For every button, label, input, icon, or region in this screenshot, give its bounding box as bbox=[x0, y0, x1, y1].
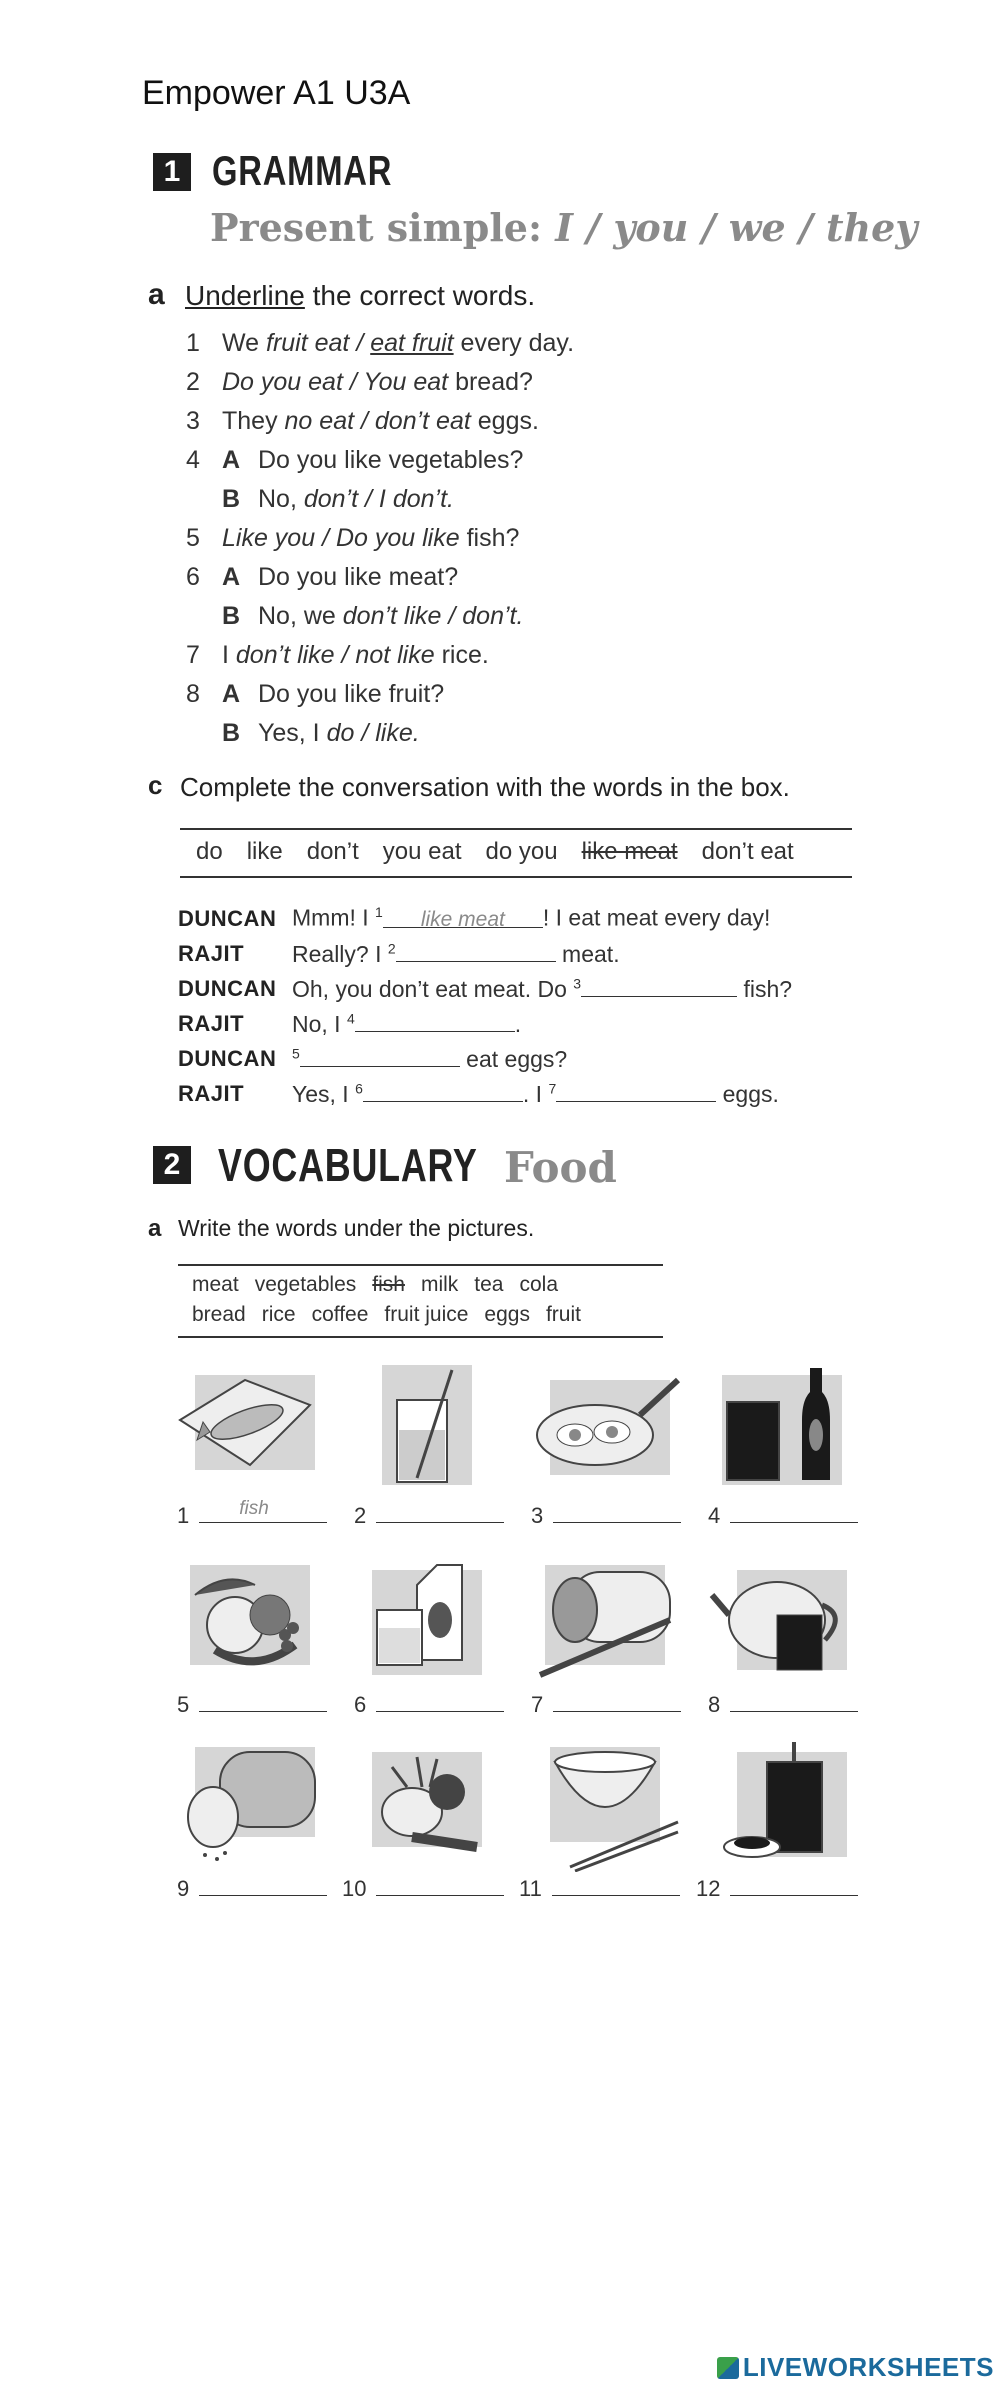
liveworksheets-logo bbox=[717, 2352, 994, 2383]
picture-label-7 bbox=[531, 1692, 681, 1718]
option[interactable]: don’t like bbox=[235, 641, 335, 669]
exercise-letter-a: a bbox=[148, 278, 165, 311]
answer-blank[interactable] bbox=[376, 1504, 504, 1523]
conversation-line-4 bbox=[292, 1009, 521, 1038]
item-text: No, we bbox=[258, 602, 343, 630]
vocab-box-bottom-rule bbox=[178, 1336, 663, 1338]
picture-label-3 bbox=[531, 1503, 681, 1529]
option-separator: / bbox=[354, 719, 376, 747]
answer-blank-2[interactable] bbox=[396, 939, 556, 962]
vocab-box-top-rule bbox=[178, 1264, 663, 1266]
exercise-letter-c: c bbox=[148, 770, 163, 800]
section-number-badge: 2 bbox=[153, 1146, 191, 1184]
picture-number: 12 bbox=[696, 1876, 721, 1901]
bread-picture bbox=[175, 1737, 325, 1872]
item-number: 8 bbox=[186, 680, 200, 708]
line-text: . bbox=[514, 1011, 522, 1037]
vocab-letter-a: a bbox=[148, 1215, 162, 1242]
vocab-word-crossed: fish bbox=[372, 1273, 405, 1296]
line-text: ! I eat meat every day! bbox=[542, 904, 771, 931]
item-number: 5 bbox=[186, 524, 200, 552]
line-text: No, I bbox=[292, 1011, 347, 1037]
vocab-word: fruit bbox=[545, 1303, 581, 1326]
speaker-rajit: RAJIT bbox=[178, 941, 245, 966]
logo-text: LIVEWORKSHEETS bbox=[742, 2352, 994, 2382]
box-word: don’t bbox=[306, 838, 359, 865]
vocab-box-row2 bbox=[192, 1303, 597, 1327]
option[interactable]: Like you bbox=[222, 524, 316, 552]
question-item-8a bbox=[186, 680, 444, 709]
instruction-underlined: Underline bbox=[185, 280, 305, 311]
item-text: Do you like fruit? bbox=[258, 680, 445, 708]
answer-blank-4[interactable] bbox=[355, 1009, 515, 1032]
gap-number: 3 bbox=[573, 975, 582, 992]
item-text: fish? bbox=[459, 524, 520, 552]
question-item-6a bbox=[186, 563, 458, 592]
line-text: Mmm! I bbox=[292, 904, 376, 931]
line-text: fish? bbox=[737, 976, 793, 1002]
item-number: 6 bbox=[186, 563, 200, 591]
box-word-crossed: like meat bbox=[581, 838, 678, 865]
item-text: bread? bbox=[448, 368, 533, 396]
milk-glass-picture bbox=[352, 1360, 502, 1495]
option[interactable]: Do you like bbox=[335, 524, 460, 552]
line-text: Oh, you don’t eat meat. Do bbox=[292, 976, 574, 1002]
speaker-label: B bbox=[222, 602, 241, 630]
picture-label-10 bbox=[342, 1876, 504, 1902]
fruit-picture bbox=[175, 1550, 325, 1685]
item-text: They bbox=[222, 407, 285, 435]
item-text: No, bbox=[258, 485, 304, 513]
conversation-line-2 bbox=[292, 939, 620, 968]
word-box-bottom-rule bbox=[180, 876, 852, 878]
gap-number: 7 bbox=[548, 1080, 557, 1097]
fish-picture bbox=[175, 1360, 325, 1495]
option[interactable]: don’t eat bbox=[374, 407, 471, 435]
conversation-line-5 bbox=[292, 1044, 567, 1073]
box-word: don’t eat bbox=[701, 838, 794, 865]
gap-number: 1 bbox=[375, 904, 383, 920]
picture-number: 11 bbox=[519, 1876, 542, 1901]
picture-label-8 bbox=[708, 1692, 858, 1718]
answer-blank[interactable] bbox=[730, 1693, 858, 1712]
gap-number: 5 bbox=[292, 1045, 300, 1062]
picture-label-2 bbox=[354, 1503, 504, 1529]
item-text: Do you like meat? bbox=[258, 563, 459, 591]
vocab-word: rice bbox=[261, 1303, 296, 1326]
question-item-3 bbox=[186, 407, 539, 436]
answer-handwritten: fish bbox=[239, 1498, 269, 1519]
instruction-rest: the correct words. bbox=[304, 280, 536, 311]
cola-picture bbox=[707, 1360, 857, 1495]
vocab-word: eggs bbox=[484, 1303, 530, 1326]
vocab-word: tea bbox=[474, 1273, 504, 1296]
conversation-line-1 bbox=[292, 904, 770, 932]
answer-blank-6[interactable] bbox=[363, 1079, 523, 1102]
picture-label-12 bbox=[696, 1876, 858, 1902]
picture-number: 5 bbox=[177, 1692, 190, 1717]
item-text: Yes, I bbox=[258, 719, 327, 747]
option-separator: / bbox=[349, 329, 371, 357]
picture-label-1 bbox=[177, 1498, 327, 1529]
speaker-label: A bbox=[222, 563, 241, 591]
question-item-8b bbox=[186, 719, 420, 748]
question-item-4b bbox=[186, 485, 454, 514]
picture-label-9 bbox=[177, 1876, 327, 1902]
section-subheading bbox=[210, 205, 917, 250]
document-title: Empower A1 U3A bbox=[142, 74, 411, 112]
word-box-top-rule bbox=[180, 828, 852, 830]
question-item-7 bbox=[186, 641, 489, 670]
option-separator: / bbox=[315, 524, 336, 552]
picture-label-6 bbox=[354, 1692, 504, 1718]
picture-number: 1 bbox=[177, 1503, 190, 1528]
question-item-1 bbox=[186, 329, 574, 358]
answer-blank[interactable] bbox=[376, 1693, 504, 1712]
option[interactable]: like. bbox=[375, 719, 420, 747]
coffee-pot-picture bbox=[707, 1737, 857, 1872]
option[interactable]: don’t like bbox=[342, 602, 442, 630]
gap-number: 4 bbox=[346, 1010, 355, 1027]
answer-blank[interactable] bbox=[376, 1877, 504, 1896]
answer-blank-5[interactable] bbox=[300, 1044, 460, 1067]
exercise-c-instruction: Complete the conversation with the words in the box. bbox=[180, 772, 790, 802]
option[interactable]: fruit eat bbox=[266, 329, 350, 357]
picture-label-11 bbox=[519, 1876, 680, 1902]
subheading-italic: I / you / we / they bbox=[555, 205, 918, 250]
item-number: 2 bbox=[186, 368, 200, 396]
box-word: do bbox=[196, 838, 223, 865]
box-word: like bbox=[246, 838, 283, 865]
exercise-a-instruction bbox=[185, 280, 535, 312]
vocab-instruction: Write the words under the pictures. bbox=[178, 1215, 535, 1241]
speaker-rajit: RAJIT bbox=[178, 1011, 245, 1036]
picture-number: 2 bbox=[354, 1503, 367, 1528]
box-word: you eat bbox=[382, 838, 462, 865]
item-number: 4 bbox=[186, 446, 200, 474]
item-text: We bbox=[222, 329, 266, 357]
subheading-roman: Present simple: bbox=[210, 205, 556, 250]
question-item-6b bbox=[186, 602, 523, 631]
item-text: rice. bbox=[434, 641, 489, 669]
option-separator: / bbox=[342, 368, 364, 396]
speaker-duncan: DUNCAN bbox=[178, 976, 277, 1001]
option[interactable]: don’t. bbox=[462, 602, 524, 630]
answer-blank[interactable] bbox=[199, 1693, 327, 1712]
option-separator: / bbox=[334, 641, 356, 669]
vocab-word: cola bbox=[519, 1273, 559, 1296]
section-number-badge: 1 bbox=[153, 153, 191, 191]
vocab-word: meat bbox=[192, 1273, 239, 1296]
vocab-box-row1 bbox=[192, 1273, 574, 1297]
line-text: meat. bbox=[555, 941, 620, 967]
line-text: eat eggs? bbox=[459, 1046, 568, 1072]
picture-number: 6 bbox=[354, 1692, 367, 1717]
vocab-word: vegetables bbox=[254, 1273, 357, 1296]
speaker-rajit: RAJIT bbox=[178, 1081, 245, 1106]
speaker-duncan: DUNCAN bbox=[178, 1046, 277, 1071]
item-text: eggs. bbox=[470, 407, 539, 435]
item-text: I bbox=[222, 641, 236, 669]
speaker-label: A bbox=[222, 446, 241, 474]
box-word: do you bbox=[485, 838, 558, 865]
picture-label-5 bbox=[177, 1692, 327, 1718]
option[interactable]: I don’t. bbox=[378, 485, 454, 513]
answer-blank-3[interactable] bbox=[581, 974, 737, 997]
section-heading-vocabulary: VOCABULARY bbox=[218, 1139, 478, 1191]
answer-blank-1[interactable] bbox=[383, 905, 543, 931]
conversation-line-3 bbox=[292, 974, 792, 1003]
speaker-label: A bbox=[222, 680, 241, 708]
option-separator: / bbox=[354, 407, 375, 435]
item-number: 1 bbox=[186, 329, 200, 357]
speaker-label: B bbox=[222, 719, 241, 747]
section-subheading-food: Food bbox=[504, 1143, 617, 1192]
answer-handwritten: like meat bbox=[420, 907, 505, 931]
vegetables-picture bbox=[352, 1737, 502, 1872]
gap-number: 6 bbox=[355, 1080, 363, 1097]
picture-number: 8 bbox=[708, 1692, 721, 1717]
vocab-word: bread bbox=[192, 1303, 246, 1326]
vocab-word: fruit juice bbox=[384, 1303, 469, 1326]
line-text: Yes, I bbox=[292, 1081, 356, 1107]
item-text: every day. bbox=[453, 329, 575, 357]
item-number: 7 bbox=[186, 641, 200, 669]
picture-number: 10 bbox=[342, 1876, 367, 1901]
item-text: Do you like vegetables? bbox=[258, 446, 524, 474]
line-text: . I bbox=[522, 1081, 549, 1107]
speaker-label: B bbox=[222, 485, 241, 513]
speaker-duncan: DUNCAN bbox=[178, 906, 277, 931]
option[interactable]: no eat bbox=[284, 407, 355, 435]
option-separator: / bbox=[358, 485, 379, 513]
section-heading-grammar: GRAMMAR bbox=[212, 147, 393, 194]
option[interactable]: You eat bbox=[363, 368, 449, 396]
word-box bbox=[196, 838, 818, 866]
item-number: 3 bbox=[186, 407, 200, 435]
question-item-5 bbox=[186, 524, 519, 553]
answer-blank-7[interactable] bbox=[556, 1079, 716, 1102]
option[interactable]: don’t bbox=[303, 485, 359, 513]
milk-carton-picture bbox=[352, 1550, 502, 1685]
option-separator: / bbox=[441, 602, 463, 630]
answer-blank[interactable] bbox=[730, 1877, 858, 1896]
answer-blank[interactable] bbox=[199, 1498, 327, 1523]
picture-number: 9 bbox=[177, 1876, 190, 1901]
line-text: eggs. bbox=[716, 1081, 779, 1107]
option[interactable]: Do you eat bbox=[222, 368, 343, 396]
question-item-2 bbox=[186, 368, 533, 397]
line-text: Really? I bbox=[292, 941, 388, 967]
picture-number: 7 bbox=[531, 1692, 544, 1717]
answer-blank[interactable] bbox=[553, 1693, 681, 1712]
logo-icon bbox=[717, 2357, 739, 2379]
meat-picture bbox=[530, 1550, 680, 1685]
picture-number: 4 bbox=[708, 1503, 721, 1528]
answer-blank[interactable] bbox=[730, 1504, 858, 1523]
vocab-word: coffee bbox=[311, 1303, 369, 1326]
option[interactable]: not like bbox=[355, 641, 435, 669]
eggs-pan-picture bbox=[530, 1360, 680, 1495]
conversation-line-6 bbox=[292, 1079, 779, 1108]
answer-blank[interactable] bbox=[553, 1504, 681, 1523]
answer-blank[interactable] bbox=[552, 1877, 680, 1896]
gap-number: 2 bbox=[387, 940, 396, 957]
vocab-word: milk bbox=[420, 1273, 459, 1296]
rice-bowl-picture bbox=[530, 1737, 680, 1872]
picture-number: 3 bbox=[531, 1503, 544, 1528]
answer-blank[interactable] bbox=[199, 1877, 327, 1896]
picture-label-4 bbox=[708, 1503, 858, 1529]
teapot-picture bbox=[707, 1550, 857, 1685]
option[interactable]: do bbox=[326, 719, 355, 747]
question-item-4a bbox=[186, 446, 523, 475]
option-selected[interactable]: eat fruit bbox=[370, 329, 454, 357]
